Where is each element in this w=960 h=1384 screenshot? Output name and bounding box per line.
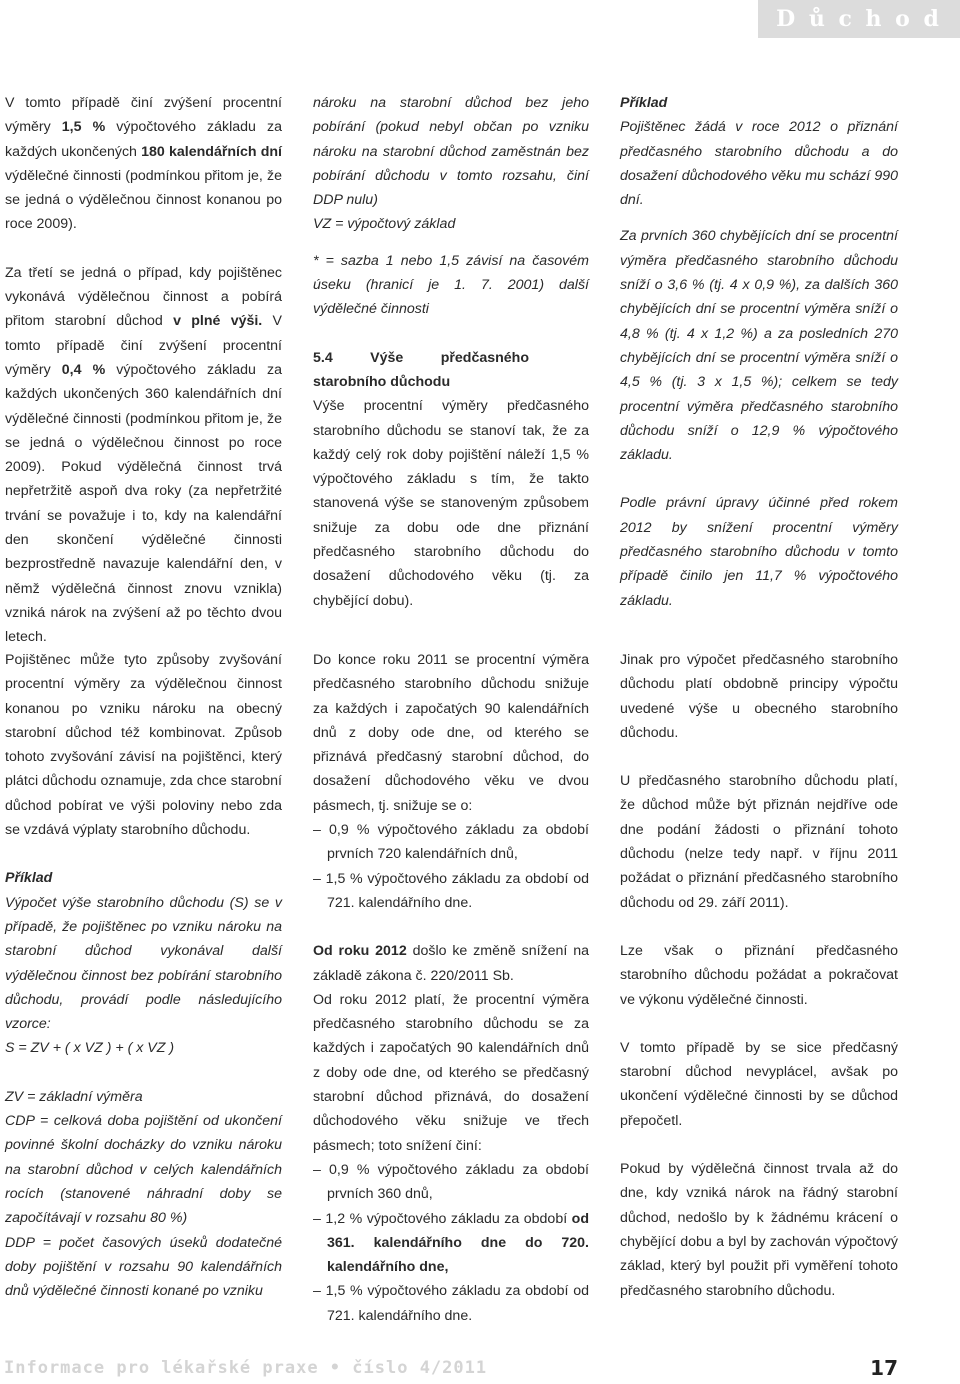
paragraph: Podle právní úpravy účinné před rokem 2012 by snížení procentní výměry předčasného starobního důchodu v tomto případě činilo jen 11,7 % výpočtového základu. (620, 495, 898, 609)
paragraph: Za prvních 360 chybějících dní se procentní výměra předčasného starobního důchodu sníží o 3,6 % (tj. 4 x 0,9 %), za dalších 360 chybějících dní se procentní výměra sníží o 4,8 % (tj. 4 x 1,2 %) a za posledních 270 chybějících dní se procentní výměra sníží o 4,5 % (tj. 3 x 1,5 %); celkem se tedy procentní výměra předčasného starobního důchodu sníží o 12,9 % výpočtového základu. (620, 228, 898, 464)
text-run-bold: v plné výši. (173, 313, 263, 330)
example-heading: Příklad (620, 95, 668, 111)
paragraph: U předčasného starobního důchodu platí, že důchod může být přiznán nejdříve ode dne podání žádosti o přiznání tohoto důchodu (nelze tedy např. v říjnu 2011 požádat o přiznání předčasného starobního důchodu od 29. září 2011). (620, 773, 898, 911)
text-run: V tomto případě činí zvýšení procentní výměry (5, 313, 282, 378)
text-run: výdělečné činnosti (podmínkou přitom je, že se jedná o výdělečnou činnost konanou po roce 2009). (5, 167, 282, 233)
column-1-top (5, 91, 282, 650)
section-title: D ů c h o d (776, 6, 942, 32)
paragraph: Pokud by výdělečná činnost trvala až do dne, kdy vzniká nárok na řádný starobní důchod, nedošlo by k žádnému krácení o chybějící dobu a byl by zachován výpočtový základ, který byl použit při vyměření tohoto předčasného starobního důchodu. (620, 1161, 898, 1299)
formula: S = ZV + ( x VZ ) + ( x VZ ) (5, 1040, 175, 1057)
text-run-bold: 180 kalendářních dní (141, 143, 282, 160)
paragraph: Do konce roku 2011 se procentní výměra předčasného starobního důchodu snižuje za každých i započatých 90 kalendářních dnů z doby ode dne, od kterého se přiznává předčasný starobní důchod, do dosažení důchodového věku ve dvou pásmech, tj. snižuje se o: (313, 652, 589, 814)
text-run: výpočtového základu za každých ukončených 360 kalendářních dní výdělečné činnosti (podmínkou přitom je, že se jedná o výdělečnou činnost po roce 2009). Pokud výdělečná činnost trvá nepřetržitě aspoň dva roky (za nepřetržité trvání se považuje i to, kdy na kalendářní den skončení výdělečné činnosti bezprostředně navazuje kalendářní den, v němž výdělečná činnost znovu vznikla) vzniká nárok na zvýšení až po těchto dvou letech. (5, 361, 283, 646)
column-3-bottom (620, 648, 898, 1303)
paragraph: Výpočet výše starobního důchodu (S) se v případě, že pojištěnec po vzniku nároku na starobní důchod vykonával další výdělečnou činnost bez pobírání starobního důchodu, provádí podle následujícího vzorce: (5, 894, 282, 1033)
list-item: – 1,5 % výpočtového základu za období od 721. kalendářního dne. (313, 1283, 589, 1324)
text-run: došlo ke změně snížení na základě zákona č. 220/2011 Sb. (313, 943, 589, 984)
text-run: – 1,2 % výpočtového základu za období (313, 1210, 572, 1227)
paragraph: DDP = počet časových úseků dodatečné doby pojištění v rozsahu 90 kalendářních dnů výdělečné činnosti konané po vzniku (5, 1234, 282, 1300)
page-footer (0, 1356, 960, 1384)
column-2-bottom (313, 648, 589, 1328)
example-heading: Příklad (5, 870, 53, 887)
paragraph: Pojištěnec žádá v roce 2012 o přiznání předčasného starobního důchodu a do dosažení důchodového věku mu schází 990 dní. (620, 119, 898, 209)
paragraph: VZ = výpočtový základ (313, 216, 456, 233)
paragraph: Od roku 2012 platí, že procentní výměra předčasného starobního důchodu se za každých i započatých 90 kalendářních dnů z doby ode dne, od kterého se předčasný starobní důchod přiznává, do dosažení důchodového věku snižuje ve třech pásmech; toto snížení činí: (313, 991, 589, 1154)
text-run-bold: od 361. kalendářního dne do 720. kalendářního dne, (327, 1210, 589, 1276)
paragraph: nároku na starobní důchod bez jeho pobírání (pokud nebyl občan po vzniku nároku na starobní důchod zaměstnán bez pobírání důchodu v tomto rozsahu, činí DDP nulu) (313, 95, 589, 209)
paragraph: Lze však o přiznání předčasného starobního důchodu požádat a pokračovat ve výkonu výdělečné činnosti. (620, 942, 898, 1008)
column-3-top (620, 91, 898, 613)
column-1-bottom (5, 648, 282, 1303)
text-run: Za třetí se jedná o případ, kdy pojištěnec vykonává výdělečnou činnost a pobírá přitom starobní důchod (5, 264, 282, 330)
text-run: V tomto případě činí zvýšení procentní výměry (5, 95, 282, 136)
list-item (313, 1207, 589, 1280)
paragraph (5, 91, 282, 237)
text-run: výpočtového základu za každých ukončených (5, 119, 283, 160)
paragraph (5, 261, 282, 650)
paragraph: V tomto případě by se sice předčasný starobní důchod nevyplácel, avšak po ukončení výdělečné činnosti by se důchod přepočetl. (620, 1039, 898, 1129)
text-run-bold: Od roku 2012 (313, 943, 407, 960)
paragraph: CDP = celková doba pojištění od ukončení povinné školní docházky do vzniku nároku na starobní důchod v celých kalendářních rocích (stanovené náhradní doby se započítávají v rozsahu 80 %) (5, 1113, 282, 1227)
text-run-bold: 0,4 % (61, 361, 106, 378)
paragraph: * = sazba 1 nebo 1,5 závisí na časovém úseku (hranicí je 1. 7. 2001) další výdělečné činnosti (313, 252, 589, 318)
section-heading: 5.4 Výše předčasného starobního důchodu (313, 349, 529, 390)
paragraph (313, 939, 589, 988)
list-item: – 1,5 % výpočtového základu za období od 721. kalendářního dne. (313, 870, 589, 911)
text-run-bold: 1,5 % (61, 119, 106, 136)
paragraph: Výše procentní výměry předčasného starobního důchodu se stanoví tak, že za každý celý rok doby pojištění náleží 1,5 % výpočtového základu s tím, že takto stanovená výše se stanoveným způsobem snižuje za dobu ode dne přiznání předčasného starobního důchodu do dosažení důchodového věku (tj. za chybějící dobu). (313, 398, 589, 609)
paragraph: ZV = základní výměra (5, 1088, 143, 1105)
paragraph: Pojištěnec může tyto způsoby zvyšování procentní výměry za výdělečnou činnost konanou po vzniku nároku na obecný starobní důchod též kombinovat. Způsob tohoto zvyšování závisí na pojištěnci, který plátci důchodu oznamuje, zda chce starobní důchod pobírat ve výši poloviny nebo zda se vzdává výplaty starobního důchodu. (5, 652, 282, 839)
column-2-top (313, 91, 589, 613)
paragraph: Jinak pro výpočet předčasného starobního důchodu platí obdobně principy výpočtu uvedené výše u obecného starobního důchodu. (620, 652, 898, 741)
list-item: – 0,9 % výpočtového základu za období prvních 720 kalendářních dnů, (313, 822, 589, 863)
list-item: – 0,9 % výpočtového základu za období prvních 360 dnů, (313, 1161, 589, 1203)
publication-title: Informace pro lékařské praxe • číslo 4/2011 (4, 1358, 488, 1378)
section-header-band (758, 0, 960, 38)
page-number: 17 (870, 1356, 898, 1380)
